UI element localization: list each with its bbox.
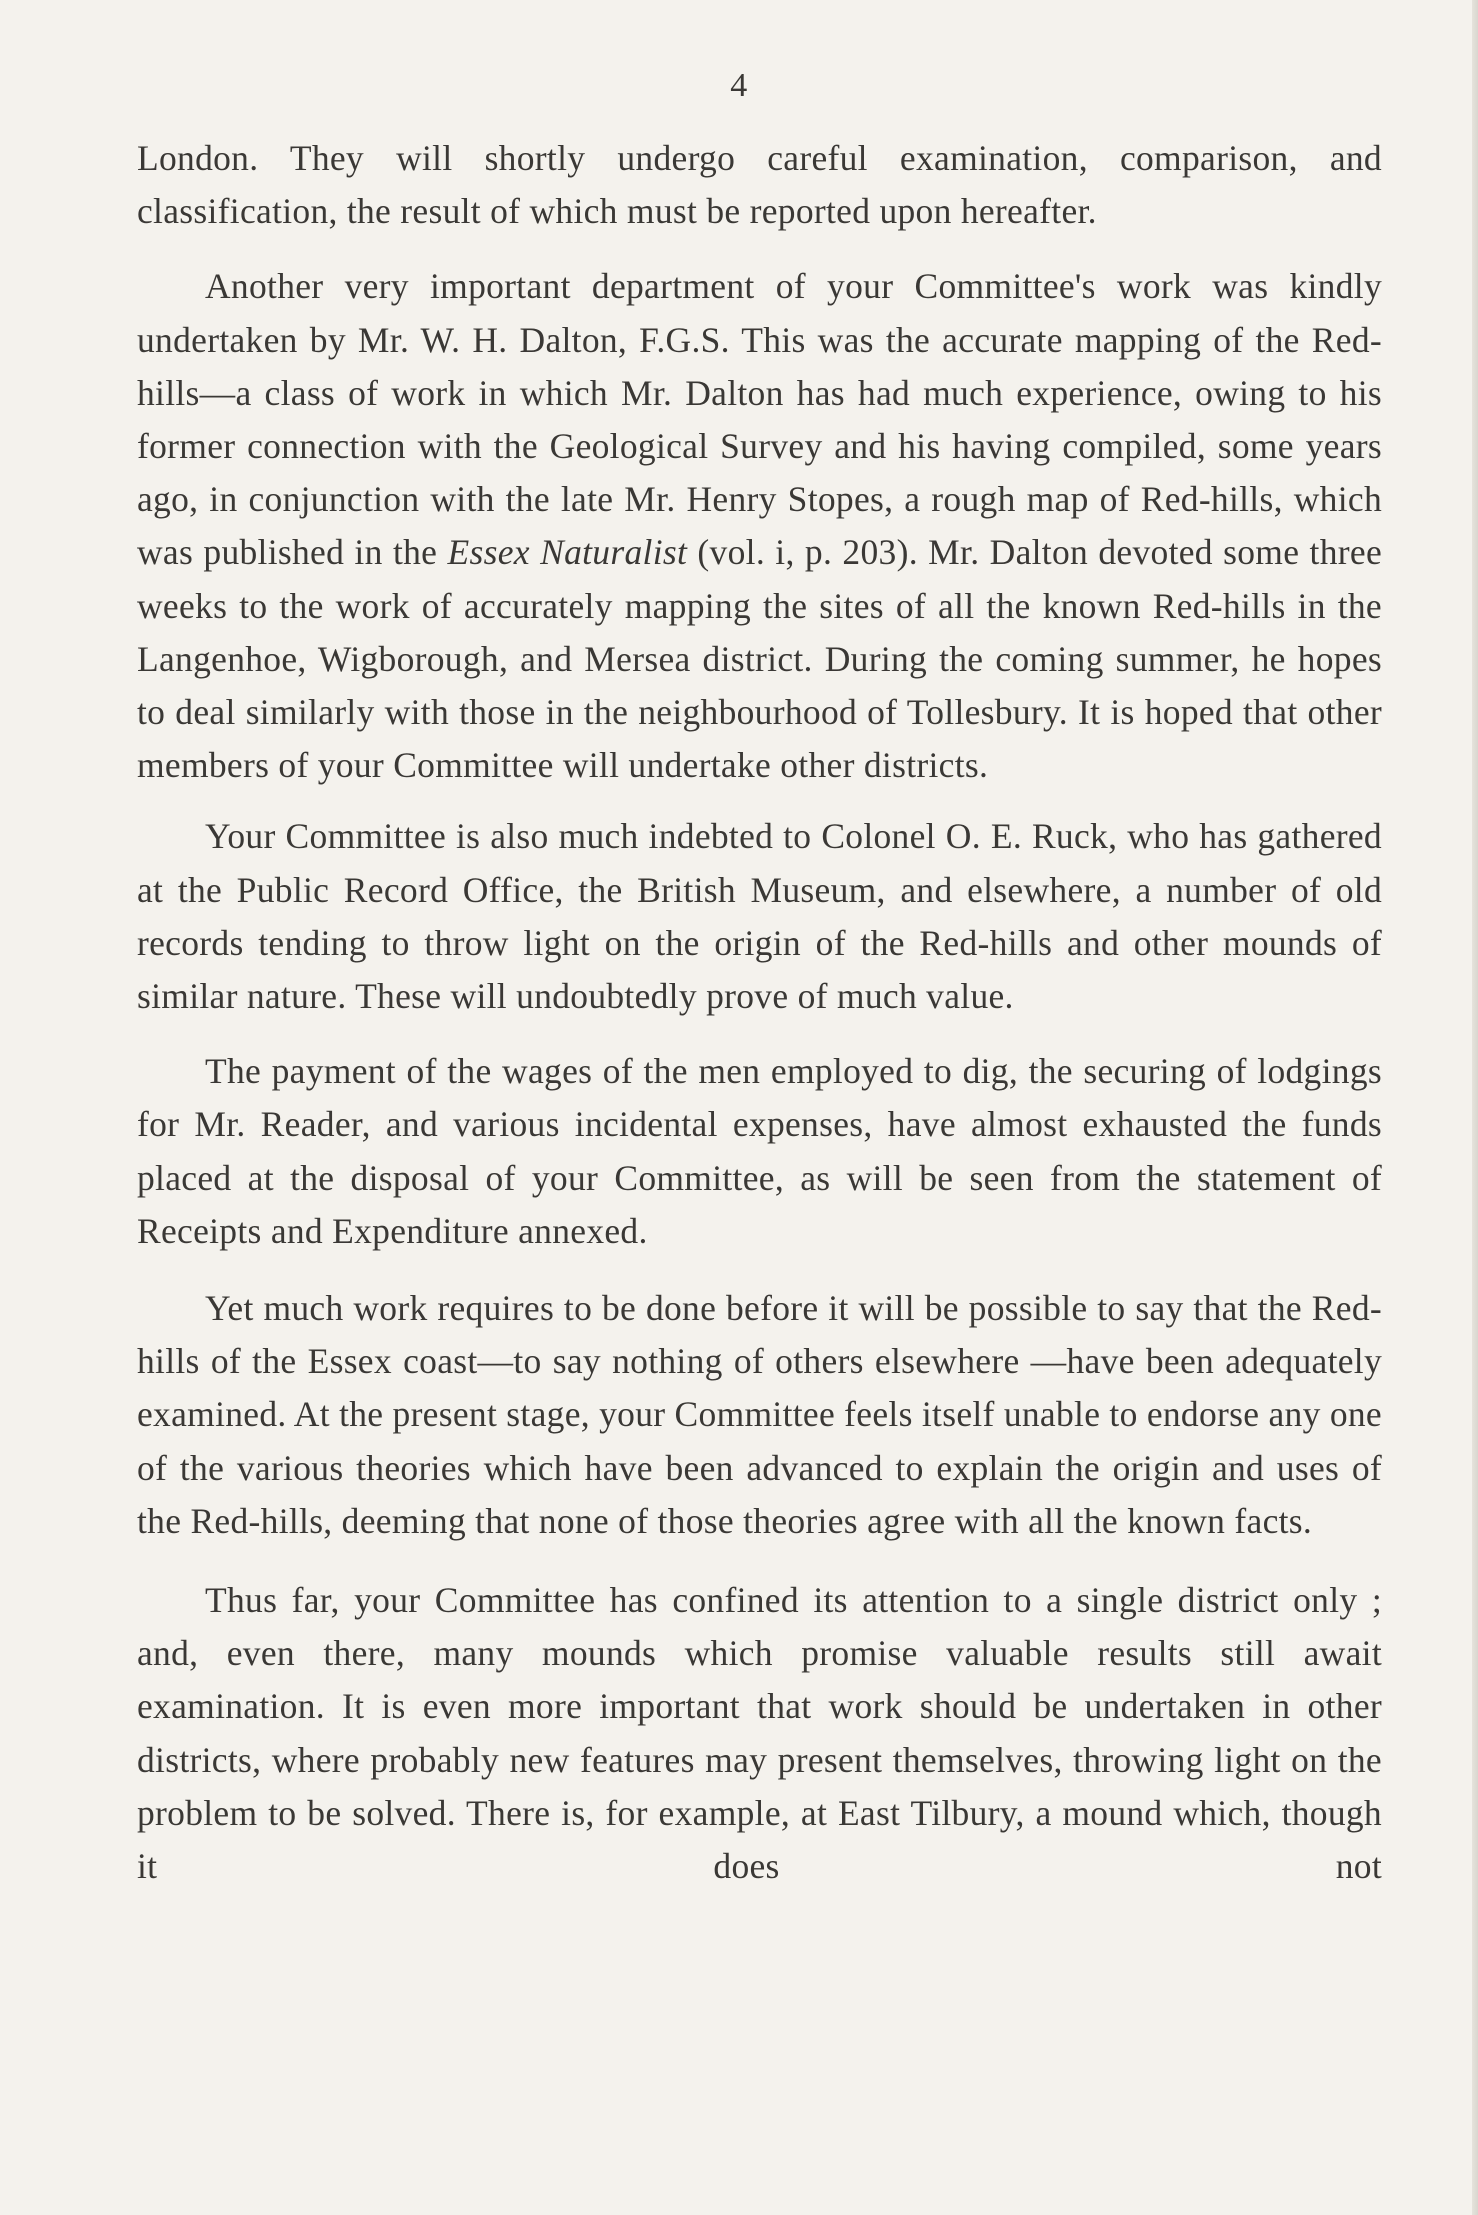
paragraph-payment-wages: The payment of the wages of the men employed to dig, the securing of lodgings for Mr. Reader, and various incidental expenses, have almost exhausted the funds placed at the disposal of your Committee, as will be seen from the statement of Receipts and Expenditure annexed. xyxy=(137,1051,1382,1251)
page-edge-shadow xyxy=(1472,0,1478,2215)
paragraph-work-required: Yet much work requires to be done before it will be possible to say that the Red-hills of the Essex coast—to say nothing of others elsewhere —have been adequately examined. At the present stage, your Committee feels itself unable to endorse any one of the various theories which have been advanced to explain the origin and uses of the Red-hills, deeming that none of those theories agree with all the known facts. xyxy=(137,1288,1382,1541)
page-number: 4 xyxy=(730,67,748,104)
paragraph-dalton-text-before: Another very important department of your Committee's work was kindly undertaken by Mr. W. H. Dalton, F.G.S. This was the accurate mapping of the Red-hills—a class of work in which Mr. Dalton has had much experience, owing to his former connection with the Geological Survey and his having compiled, some years ago, in conjunction with the late Mr. Henry Stopes, a rough map of Red-hills, which was published in the xyxy=(137,266,1382,573)
paragraph-ruck-records: Your Committee is also much indebted to Colonel O. E. Ruck, who has gathered at the Public Record Office, the British Museum, and elsewhere, a number of old records tending to throw light on the origin of the Red-hills and other mounds of similar nature. These will undoubtedly prove of much value. xyxy=(137,816,1382,1017)
paragraph-dalton-mapping xyxy=(137,260,1382,792)
journal-title-italic: Essex Naturalist xyxy=(447,532,688,573)
paragraph-dalton-text-after: (vol. i, p. 203). Mr. Dalton devoted some three weeks to the work of accurately mapping the sites of all the known Red-hills in the Langenhoe, Wigborough, and Mersea district. During the coming summer, he hopes to deal similarly with those in the neighbourhood of Tollesbury. It is hoped that other members of your Committee will undertake other districts. xyxy=(137,532,1383,786)
paragraph-single-district: Thus far, your Committee has confined its attention to a single district only ; and, even there, many mounds which promise valuable results still await examination. It is even more important that work should be undertaken in other districts, where probably new features may present themselves, throwing light on the problem to be solved. There is, for example, at East Tilbury, a mound which, though it does not xyxy=(137,1580,1382,1887)
body-text xyxy=(137,132,1382,1893)
paragraph-continuation: London. They will shortly undergo careful examination, comparison, and classification, the result of which must be reported upon hereafter. xyxy=(137,138,1382,232)
